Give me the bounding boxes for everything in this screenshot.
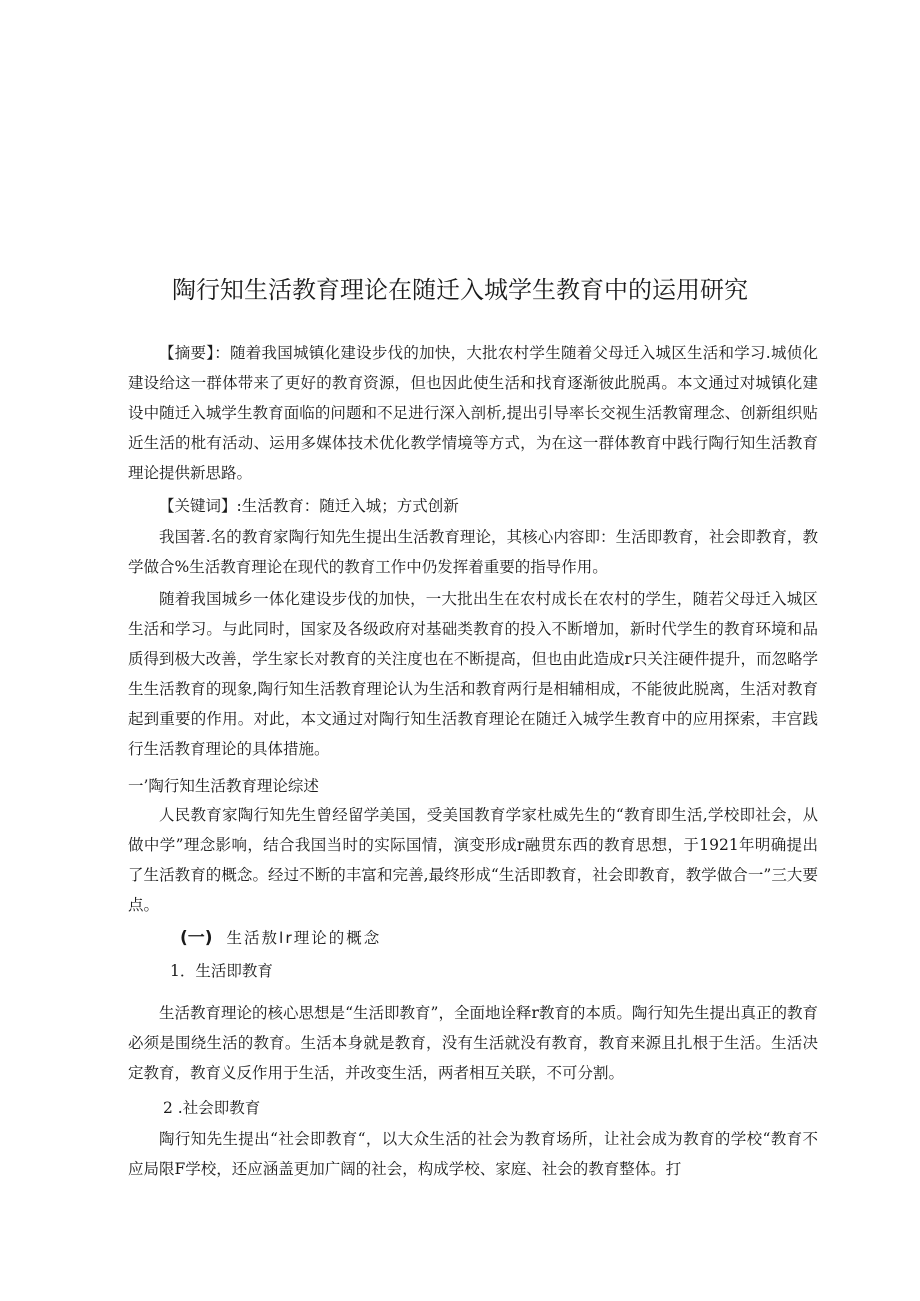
item-2-heading-block — [163, 1093, 853, 1123]
abstract-block — [128, 338, 818, 488]
subsection-heading — [180, 923, 870, 953]
item-1-block — [128, 998, 818, 1088]
document-title: 陶行知生活教育理论在随迁入城学生教育中的运用研究 — [172, 276, 748, 304]
intro-paragraph-1: 我国著.名的教育家陶行知先生提出生活教育理论，其核心内容即：生活即教育，社会即教育，教学做合%生活教育理论在现代的教育工作中仍发挥着重要的指导作用。 — [128, 528, 818, 576]
abstract-paragraph: 【摘要】：随着我国城镇化建设步伐的加快，大批农村学生随着父母迁入城区生活和学习.城侦化建设给这一群体带来了更好的教育资源，但也因此使生活和找育逐渐彼此脱禹。本文通过对城镇化建设中随迁入城学生教育面临的问题和不足进行深入剖析,提出引导率长交视生活教甯理念、创新组织贴近生活的枇有活动、运用多媒体技术优化教学情境等方式，为在这一群体教育中践行陶行知生活教育理论提供新思路。 — [128, 344, 818, 482]
section-1-paragraph: 人民教育家陶行知先生曾经留学美国，受美国教育学家杜威先生的“教育即生活,学校即社会，从做中学”理念影响，结合我国当时的实际国情，演变形成r融贯东西的教育思想，于1921年明确提出了生活教育的概念。经过不断的丰富和完善,最终形成“生活即教育，社会即教育，教学做合一”三大要点。 — [128, 806, 818, 914]
item-2-heading: 2 .社会即教育 — [163, 1099, 261, 1117]
item-2-paragraph: 陶行知先生提出“社会即教育“，以大众生活的社会为教育场所，让社会成为教育的学校“教育不应局限F学校，还应涵盖更加广阔的社会，构成学校、家庭、社会的教育整体。打 — [128, 1130, 818, 1178]
intro-paragraph-2: 随着我国城乡一体化建设步伐的加快，一大批出生在农村成长在农村的学生，随若父母迁入城区生活和学习。与此同时，国家及各级政府对基础类教育的投入不断增加，新时代学生的教育环境和品质得到极大改善，学生家长对教育的关注度也在不断提高，但也由此造成r只关注硬件提升，而忽略学生生活教育的现象,陶行知生活教育理论认为生活和教育两行是相辅相成，不能彼此脱离，生活对教育起到重要的作用。对此，本文通过对陶行知生活教育理论在随迁入城学生教育中的应用探索，丰宫践行生活教育理论的具体措施。 — [128, 590, 818, 758]
intro-block-2 — [128, 584, 818, 764]
item-1-heading-block — [170, 956, 860, 986]
subsection-number: (一) — [180, 928, 213, 948]
keywords-block — [128, 491, 818, 521]
section-1-heading: 一’陶行知生活教育理论综述 — [128, 777, 319, 795]
keywords-line: 【关键词】:生活教育：随迁入城；方式创新 — [159, 497, 459, 515]
intro-block-1 — [128, 522, 818, 582]
subsection-title: 生活敖lr理论的概念 — [226, 929, 382, 947]
section-1-block — [128, 800, 818, 920]
item-2-block — [128, 1124, 818, 1184]
section-1-heading-block — [128, 771, 818, 801]
item-1-paragraph: 生活教育理论的核心思想是“生活即教育”，全面地诠释r教育的本质。陶行知先生提出真正的教育必须是围绕生活的教育。生活本身就是教育，没有生活就没有教育，教育来源且扎根于生活。生活决定教育，教育义反作用于生活，并改变生活，两者相互关联，不可分割。 — [128, 1004, 818, 1082]
item-1-heading: 1．生活即教育 — [170, 962, 273, 980]
